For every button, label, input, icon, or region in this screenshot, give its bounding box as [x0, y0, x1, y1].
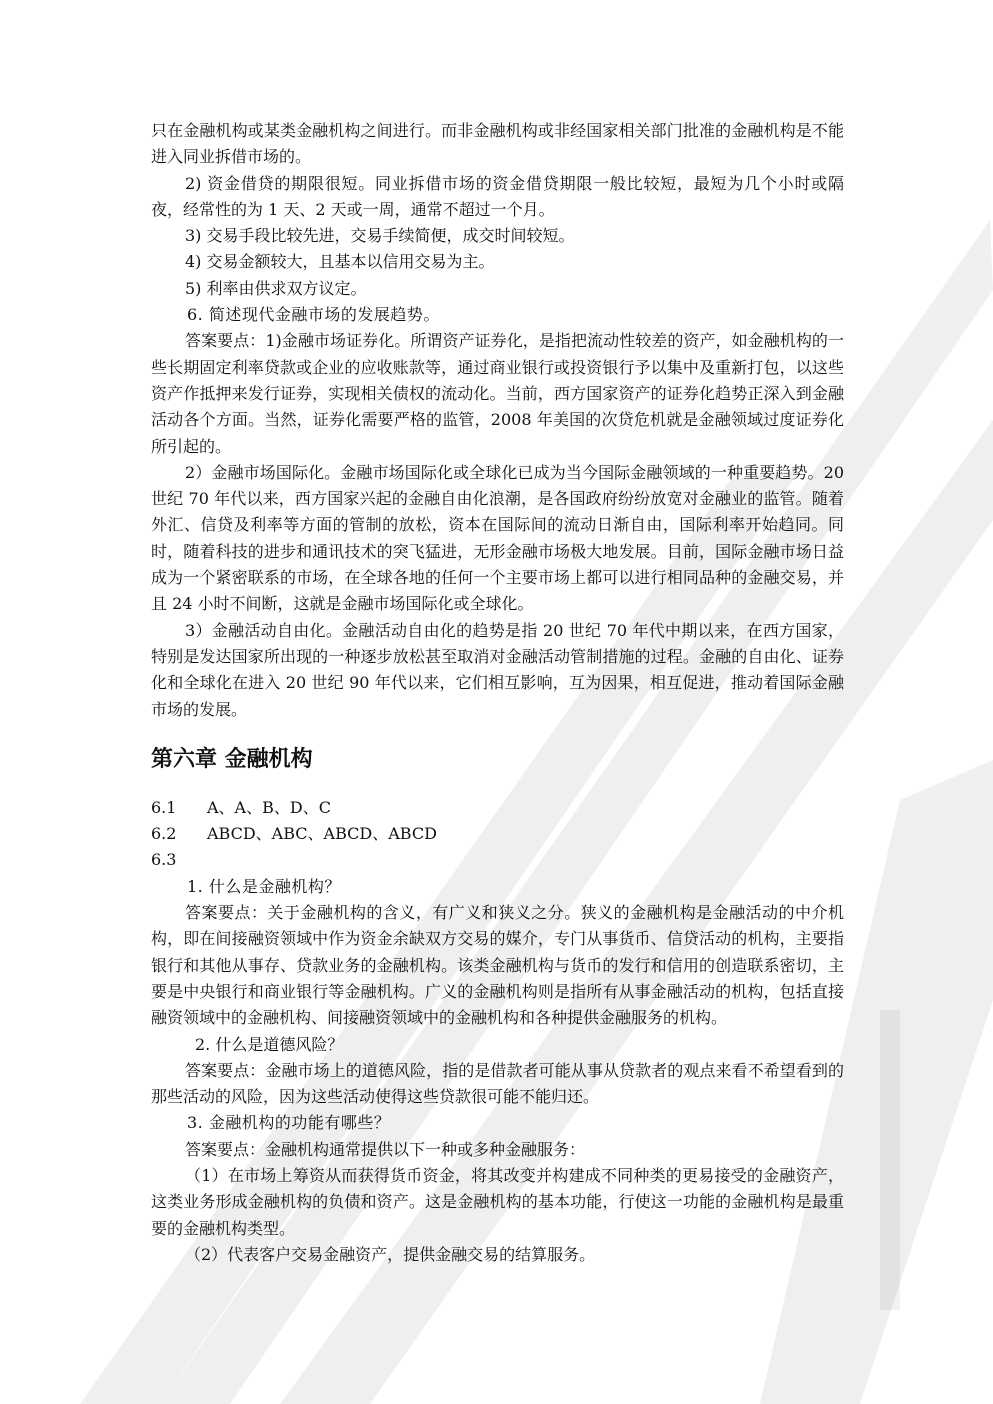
question-6: 6. 简述现代金融市场的发展趋势。 [187, 305, 440, 325]
answer-2: 答案要点：金融市场上的道德风险，指的是借款者可能从事从贷款者的观点来看不希望看到的那些活动的风险，因为这些活动使得这些贷款很可能不能归还。 [151, 1060, 844, 1107]
answer-row-6-1 [151, 795, 844, 821]
answer-number: 6.2 [151, 824, 177, 844]
paragraph-interest-rate: 5) 利率由供求双方议定。 [185, 278, 367, 298]
question-3: 3. 金融机构的功能有哪些？ [187, 1113, 391, 1133]
answer-3-item-1: （1）在市场上筹资从而获得货币资金，将其改变并构建成不同种类的更易接受的金融资产，这类业务形成金融机构的负债和资产。这是金融机构的基本功能，行使这一功能的金融机构是最重要的金融机构类型。 [151, 1165, 844, 1238]
answer-value: ABCD、ABC、ABCD、ABCD [207, 824, 437, 844]
paragraph-short-term: 2) 资金借贷的期限很短。同业拆借市场的资金借贷期限一般比较短，最短为几个小时或隔夜，经常性的为 1 天、2 天或一周，通常不超过一个月。 [151, 173, 844, 219]
question-2: 2. 什么是道德风险？ [195, 1034, 344, 1054]
answer-6-liberalization: 3）金融活动自由化。金融活动自由化的趋势是指 20 世纪 70 年代中期以来，在西方国家，特别是发达国家所出现的一种逐步放松甚至取消对金融活动管制措施的过程。金融的自由化、证券化和全球化在进入 20 世纪 90 年代以来，它们相互影响，互为因果，相互促进，推动着国际金融市场的发展。 [151, 620, 844, 719]
answer-3-item-2: （2）代表客户交易金融资产，提供金融交易的结算服务。 [185, 1244, 596, 1264]
answer-row-6-3 [151, 847, 844, 873]
answer-6-internationalization: 2）金融市场国际化。金融市场国际化或全球化已成为当今国际金融领域的一种重要趋势。20 世纪 70 年代以来，西方国家兴起的金融自由化浪潮，是各国政府纷纷放宽对金融业的监管。随着外汇、信贷及利率等方面的管制的放松，资本在国际间的流动日渐自由，国际利率开始趋同。同时，随着科技的进步和通讯技术的突飞猛进，无形金融市场极大地发展。目前，国际金融市场日益成为一个紧密联系的市场，在全球各地的任何一个主要市场上都可以进行相同品种的金融交易，并且 24 小时不间断，这就是金融市场国际化或全球化。 [151, 462, 844, 614]
answer-number: 6.1 [151, 797, 177, 817]
answer-row-6-2 [151, 821, 844, 847]
answer-number: 6.3 [151, 850, 177, 870]
paragraph-large-amount: 4) 交易金额较大，且基本以信用交易为主。 [185, 252, 495, 272]
page-body [151, 118, 844, 1268]
paragraph-interbank-participants: 只在金融机构或某类金融机构之间进行。而非金融机构或非经国家相关部门批准的金融机构是不能进入同业拆借市场的。 [151, 121, 844, 167]
chapter-title: 第六章 金融机构 [151, 746, 313, 772]
answer-value: A、A、B、D、C [207, 797, 331, 817]
answer-3-intro: 答案要点：金融机构通常提供以下一种或多种金融服务： [185, 1139, 586, 1159]
answer-1: 答案要点：关于金融机构的含义，有广义和狭义之分。狭义的金融机构是金融活动的中介机构，即在间接融资领域中作为资金余缺双方交易的媒介，专门从事货币、信贷活动的机构，主要指银行和其他从事存、贷款业务的金融机构。该类金融机构与货币的发行和信用的创造联系密切，主要是中央银行和商业银行等金融机构。广义的金融机构则是指所有从事金融活动的机构，包括直接融资领域中的金融机构、间接融资领域中的金融机构和各种提供金融服务的机构。 [151, 903, 844, 1028]
paragraph-advanced-means: 3) 交易手段比较先进，交易手续简便，成交时间较短。 [185, 226, 575, 246]
answer-6-securitization: 答案要点：1)金融市场证券化。所谓资产证券化，是指把流动性较差的资产，如金融机构的一些长期固定利率贷款或企业的应收账款等，通过商业银行或投资银行予以集中及重新打包，以这些资产作抵押来发行证券，实现相关债权的流动化。当前，西方国家资产的证券化趋势正深入到金融活动各个方面。当然，证券化需要严格的监管，2008 年美国的次贷危机就是金融领域过度证券化所引起的。 [151, 331, 844, 456]
question-1: 1. 什么是金融机构？ [187, 876, 341, 896]
